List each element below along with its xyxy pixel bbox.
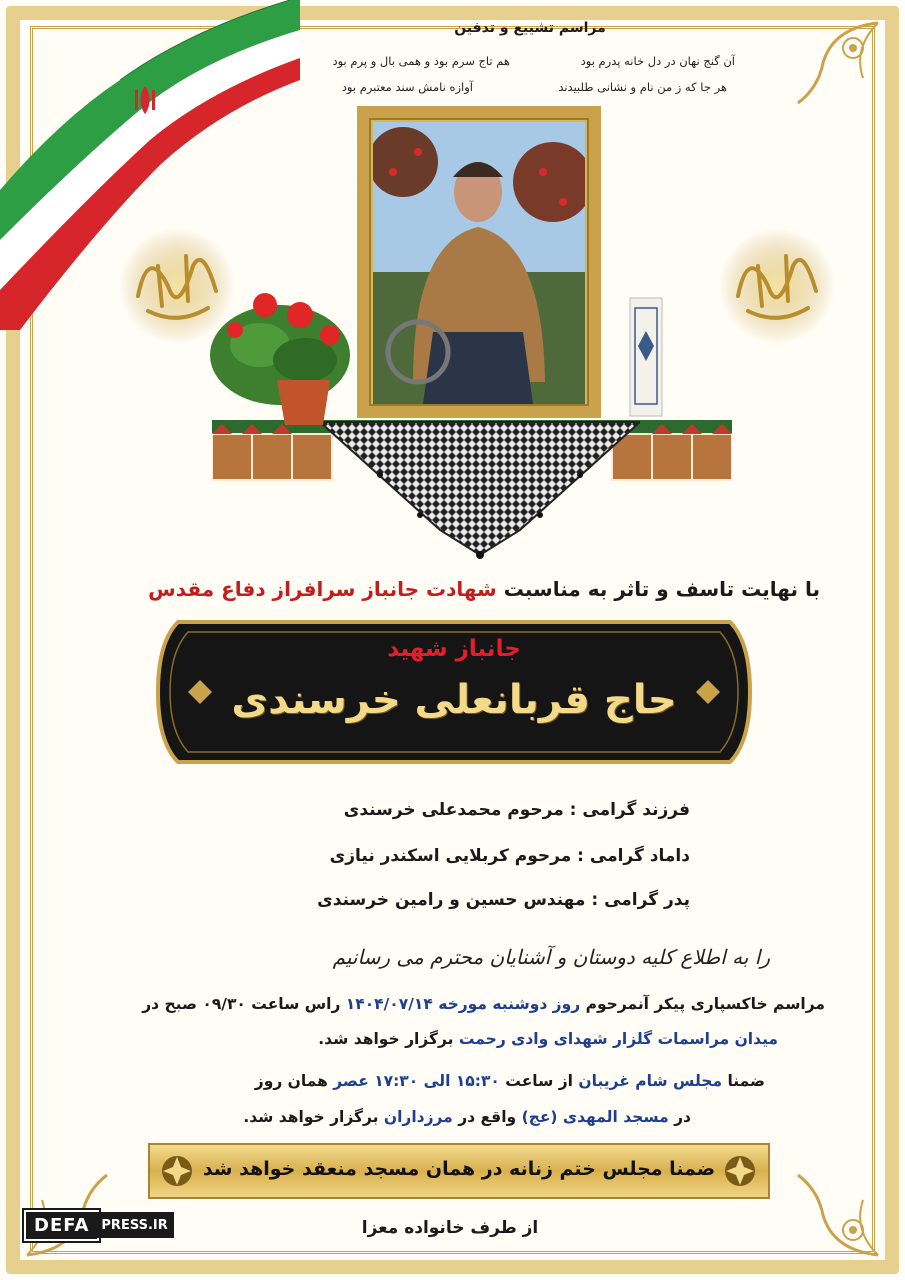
- poem-line: هر جا که ز من نام و نشانی طلبیدند: [558, 80, 727, 94]
- corner-ornament-icon: [793, 1170, 883, 1260]
- ceremony-hours: ۱۵:۳۰ الی ۱۷:۳۰ عصر: [333, 1072, 500, 1090]
- ceremony-mosque: مسجد المهدی (عج): [521, 1108, 669, 1126]
- relative-line: داماد گرامی : مرحوم کربلایی اسکندر نیازی: [329, 846, 690, 866]
- inform-line: را به اطلاع کلیه دوستان و آشنایان محترم می رسانیم: [332, 945, 770, 969]
- logo-box-text: DEFA: [24, 1210, 99, 1241]
- deceased-name: حاج قربانعلی خرسندی: [231, 677, 677, 723]
- ceremony-text: برگزار خواهد شد.: [243, 1108, 379, 1126]
- ceremony-district: مرزداران: [383, 1108, 453, 1126]
- ceremony-time: راس ساعت ۰۹/۳۰ صبح در: [142, 995, 341, 1013]
- defapress-logo: [24, 1210, 174, 1240]
- calligraphy-medallion-icon: [718, 226, 836, 346]
- logo-rest-text: PRESS.IR: [97, 1212, 173, 1238]
- quran-icon: [628, 296, 664, 418]
- ceremony-line-2: [178, 1030, 778, 1048]
- ceremony-title: مراسم تشییع و تدفین: [454, 20, 606, 36]
- title-martyr: جانباز شهید: [387, 636, 521, 662]
- relative-line: فرزند گرامی : مرحوم محمدعلی خرسندی: [343, 800, 690, 820]
- announcement-prefix: با نهایت تاسف و تاثر به مناسبت: [503, 577, 820, 601]
- ceremony-text: در: [674, 1108, 691, 1126]
- ceremony-text: برگزار خواهد شد.: [318, 1030, 454, 1048]
- ceremony-line-1: [95, 995, 825, 1013]
- poem-line: آوازه نامش سند معتبرم بود: [341, 80, 473, 94]
- relative-line: پدر گرامی : مهندس حسین و رامین خرسندی: [317, 890, 690, 910]
- ceremony-line-3: [165, 1072, 765, 1090]
- poem-line: آن گنج نهان در دل خانه پدرم بود: [580, 54, 735, 68]
- ceremony-text: ضمنا: [727, 1072, 765, 1090]
- announcement-highlight: شهادت جانباز سرافراز دفاع مقدس: [148, 577, 497, 601]
- announcement-line: [60, 577, 820, 601]
- ceremony-line-4: [131, 1108, 691, 1126]
- family-signature: از طرف خانواده معزا: [361, 1218, 539, 1238]
- flower-pot-icon: [205, 280, 355, 430]
- ceremony-event: مجلس شام غریبان: [578, 1072, 723, 1090]
- ceremony-date: روز دوشنبه مورخه ۱۴۰۴/۰۷/۱۴: [345, 995, 581, 1013]
- ceremony-text: همان روز: [254, 1072, 328, 1090]
- ceremony-text: مراسم خاکسپاری پیکر آنمرحوم: [585, 995, 825, 1013]
- poem-line: هم تاج سرم بود و همی بال و پرم بود: [332, 54, 510, 68]
- keffiyeh-cloth: [320, 420, 640, 560]
- notice-bar-text: ضمنا مجلس ختم زنانه در همان مسجد منعقد خواهد شد: [202, 1158, 716, 1180]
- ceremony-text: از ساعت: [505, 1072, 573, 1090]
- ceremony-venue: میدان مراسمات گلزار شهدای وادی رحمت: [458, 1030, 778, 1048]
- portrait-photo: [373, 122, 585, 404]
- corner-ornament-icon: [793, 18, 883, 108]
- ceremony-text: واقع در: [458, 1108, 517, 1126]
